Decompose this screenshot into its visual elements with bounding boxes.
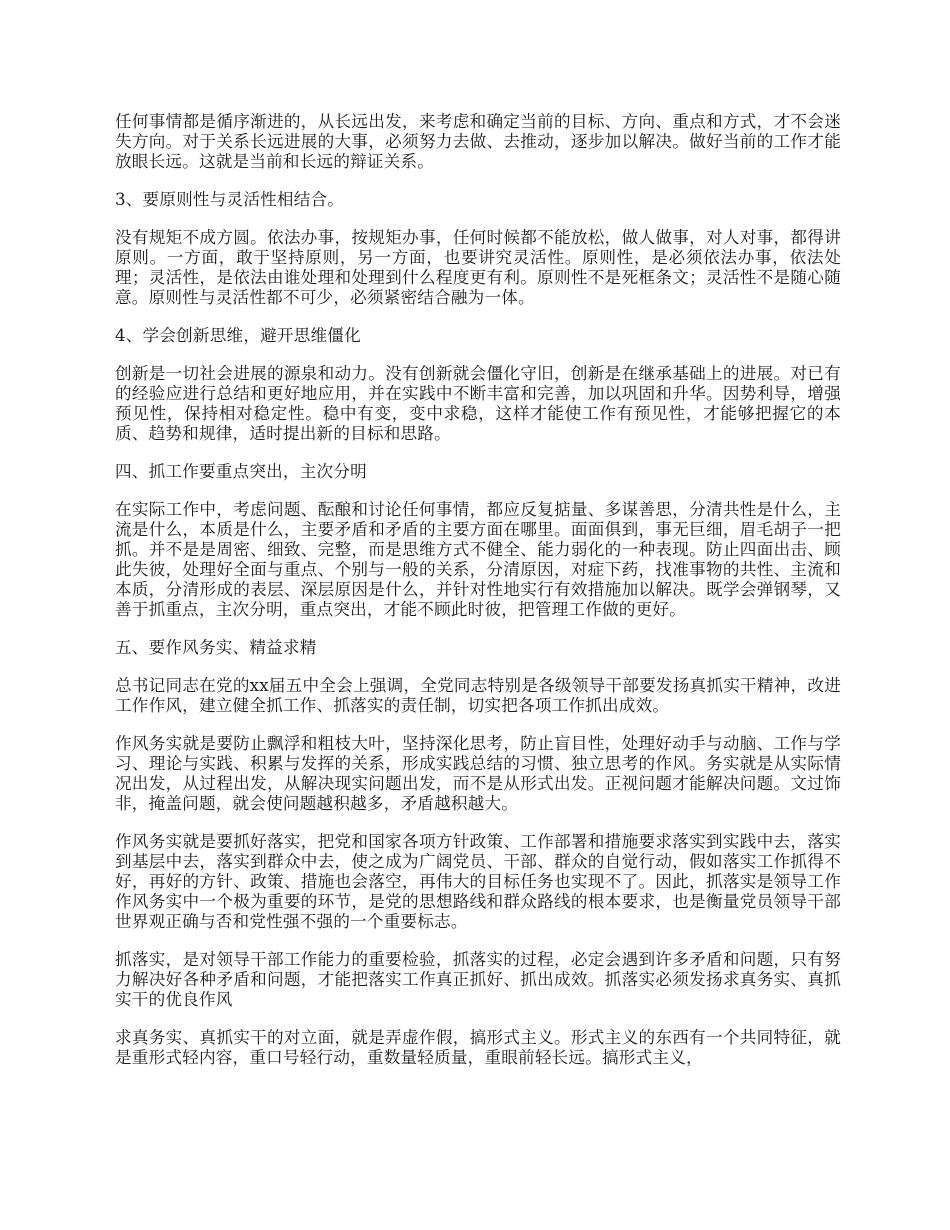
- paragraph: 作风务实就是要抓好落实，把党和国家各项方针政策、工作部署和措施要求落实到实践中去，落实到基层中去，落实到群众中去，使之成为广阔党员、干部、群众的自觉行动，假如落实工作抓得不好，再好的方针、政策、措施也会落空，再伟大的目标任务也实现不了。因此，抓落实是领导工作作风务实中一个极为重要的环节，是党的思想路线和群众路线的根本要求，也是衡量党员领导干部世界观正确与否和党性强不强的一个重要标志。: [115, 832, 841, 931]
- paragraph: 没有规矩不成方圆。依法办事，按规矩办事，任何时候都不能放松，做人做事，对人对事，都得讲原则。一方面，敢于坚持原则，另一方面，也要讲究灵活性。原则性，是必须依法办事，依法处理；灵活性，是依法由谁处理和处理到什么程度更有利。原则性不是死框条文；灵活性不是随心随意。原则性与灵活性都不可少，必须紧密结合融为一体。: [115, 228, 841, 307]
- section-heading: 四、抓工作要重点突出，主次分明: [115, 462, 367, 481]
- section-heading: 4、学会创新思维，避开思维僵化: [115, 326, 361, 345]
- paragraph: 求真务实、真抓实干的对立面，就是弄虚作假，搞形式主义。形式主义的东西有一个共同特征，就是重形式轻内容，重口号轻行动，重数量轻质量，重眼前轻长远。搞形式主义，: [115, 1028, 841, 1067]
- section-heading: 五、要作风务实、精益求精: [115, 638, 317, 657]
- section-heading: 3、要原则性与灵活性相结合。: [115, 190, 345, 209]
- document-page: [115, 112, 841, 1086]
- paragraph: 任何事情都是循序渐进的，从长远出发，来考虑和确定当前的目标、方向、重点和方式，才不会迷失方向。对于关系长远进展的大事，必须努力去做、去推动，逐步加以解决。做好当前的工作才能放眼长远。这就是当前和长远的辩证关系。: [115, 112, 841, 171]
- paragraph: 作风务实就是要防止飘浮和粗枝大叶，坚持深化思考，防止盲目性，处理好动手与动脑、工作与学习、理论与实践、积累与发挥的关系，形成实践总结的习惯、独立思考的作风。务实就是从实际情况出发，从过程出发，从解决现实问题出发，而不是从形式出发。正视问题才能解决问题。文过饰非，掩盖问题，就会使问题越积越多，矛盾越积越大。: [115, 734, 841, 813]
- paragraph: 创新是一切社会进展的源泉和动力。没有创新就会僵化守旧，创新是在继承基础上的进展。对已有的经验应进行总结和更好地应用，并在实践中不断丰富和完善，加以巩固和升华。因势利导，增强预见性，保持相对稳定性。稳中有变，变中求稳，这样才能使工作有预见性，才能够把握它的本质、趋势和规律，适时提出新的目标和思路。: [115, 364, 841, 443]
- paragraph: 抓落实，是对领导干部工作能力的重要检验，抓落实的过程，必定会遇到许多矛盾和问题，只有努力解决好各种矛盾和问题，才能把落实工作真正抓好、抓出成效。抓落实必须发扬求真务实、真抓实干的优良作风: [115, 950, 841, 1009]
- paragraph: 在实际工作中，考虑问题、酝酿和讨论任何事情，都应反复掂量、多谋善思，分清共性是什么，主流是什么，本质是什么，主要矛盾和矛盾的主要方面在哪里。面面俱到，事无巨细，眉毛胡子一把抓。并不是是周密、细致、完整，而是思维方式不健全、能力弱化的一种表现。防止四面出击、顾此失彼，处理好全面与重点、个别与一般的关系，分清原因，对症下药，找准事物的共性、主流和本质，分清形成的表层、深层原因是什么，并针对性地实行有效措施加以解决。既学会弹钢琴，又善于抓重点，主次分明，重点突出，才能不顾此时彼，把管理工作做的更好。: [115, 500, 841, 619]
- paragraph: 总书记同志在党的xx届五中全会上强调，全党同志特别是各级领导干部要发扬真抓实干精神，改进工作作风，建立健全抓工作、抓落实的责任制，切实把各项工作抓出成效。: [115, 676, 841, 715]
